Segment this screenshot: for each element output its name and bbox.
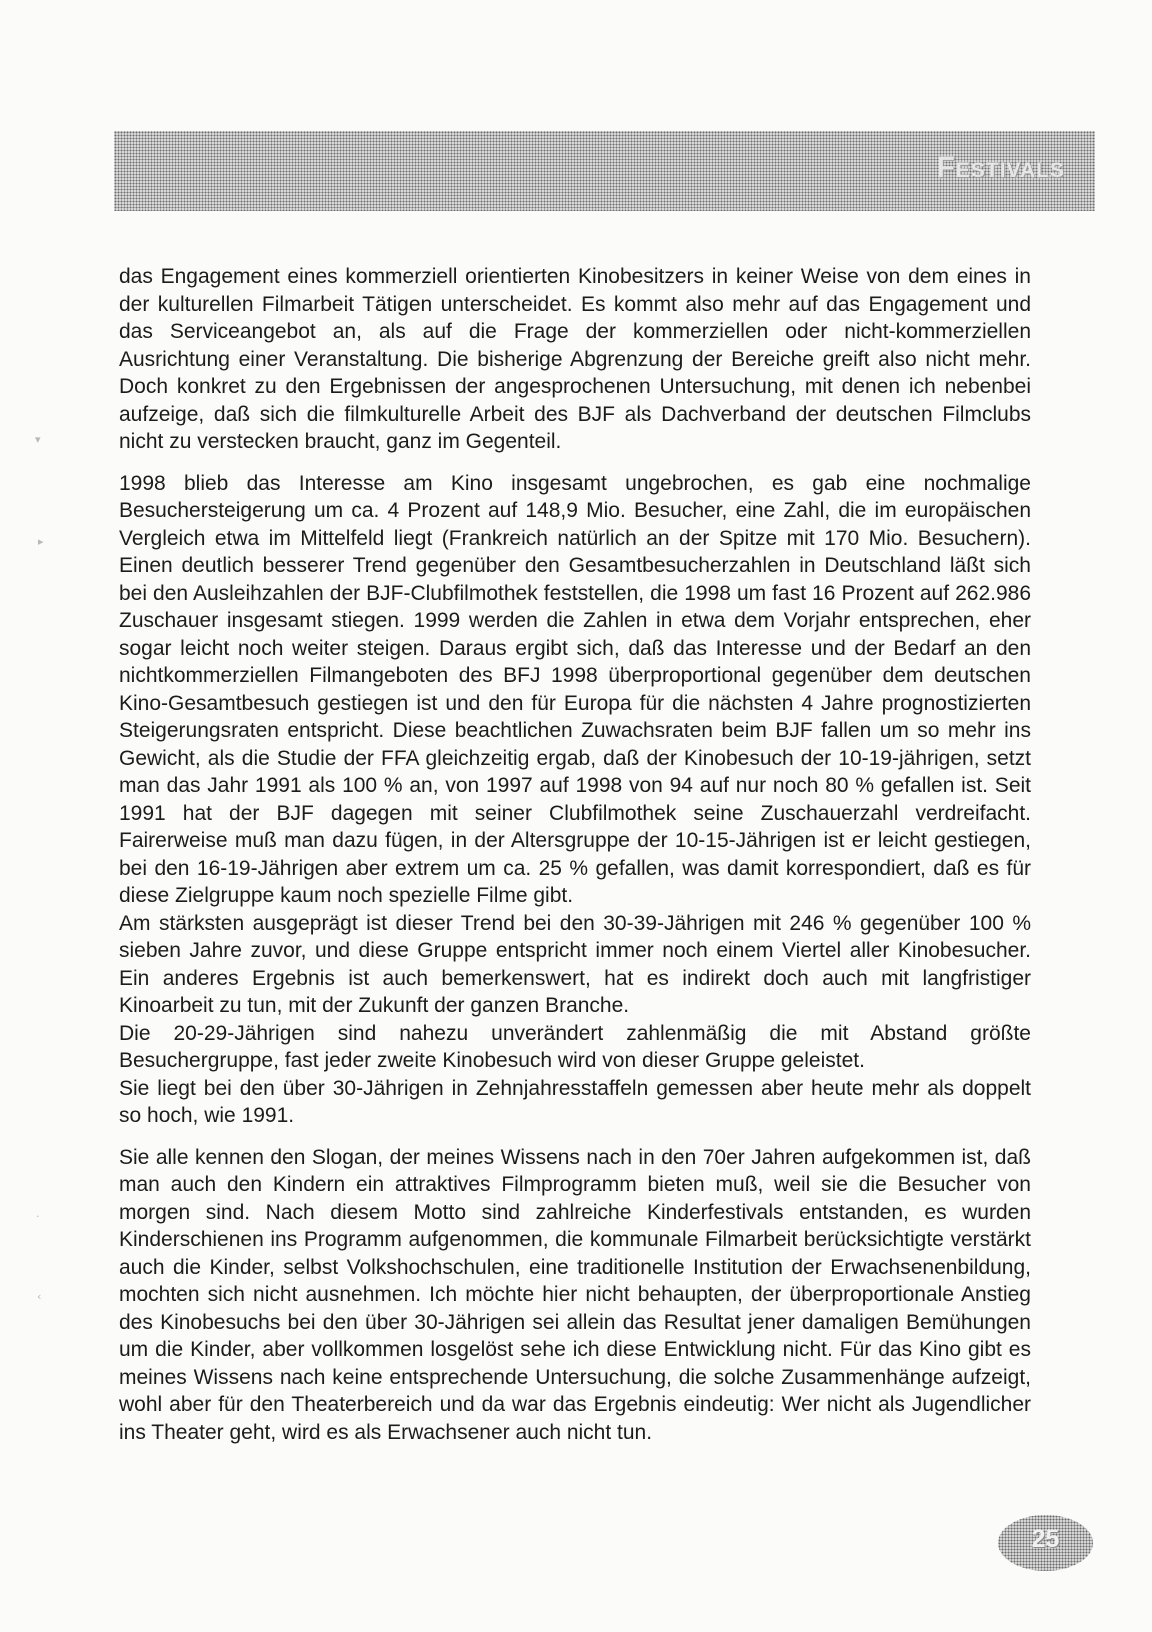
section-header-band <box>114 131 1095 211</box>
paragraph: Sie liegt bei den über 30-Jährigen in Zehnjahresstaffeln gemessen aber heute mehr als doppelt so hoch, wie 1991. <box>119 1076 1031 1127</box>
paragraph: das Engagement eines kommerziell orientierten Kinobesitzers in keiner Weise von dem eines in der kulturellen Filmarbeit Tätigen unterscheidet. Es kommt also mehr auf das Engagement und das Serviceangebot an, als auf die Frage der kommerziellen oder nicht-kommerziellen Ausrichtung einer Veranstaltung. Die bisherige Abgrenzung der Bereiche greift also nicht mehr. Doch konkret zu den Ergebnissen der angesprochenen Untersuchung, mit denen ich nebenbei aufzeige, daß sich die filmkulturelle Arbeit des BJF als Dachverband der deutschen Filmclubs nicht zu verstecken braucht, ganz im Gegenteil. <box>119 265 1031 453</box>
scan-speck: ▾ <box>35 433 41 446</box>
scan-speck: · <box>36 1210 40 1223</box>
scan-speck: ▸ <box>38 535 44 548</box>
article-body <box>119 263 1031 1446</box>
section-title: Festivals <box>936 151 1065 184</box>
paragraph: Die 20-29-Jährigen sind nahezu unverändert zahlenmäßig die mit Abstand größte Besuchergruppe, fast jeder zweite Kinobesuch wird von dieser Gruppe geleistet. <box>119 1021 1031 1072</box>
paragraph: Am stärksten ausgeprägt ist dieser Trend bei den 30-39-Jährigen mit 246 % gegenüber 100 % sieben Jahre zuvor, und diese Gruppe entspricht immer noch einem Viertel aller Kinobesucher. Ein anderes Ergebnis ist auch bemerkenswert, hat es indirekt doch auch mit langfristiger Kinoarbeit zu tun, mit der Zukunft der ganzen Branche. <box>119 911 1031 1017</box>
page-number: 25 <box>1031 1525 1060 1553</box>
scan-speck: ‹ <box>37 1290 42 1303</box>
paragraph: Sie alle kennen den Slogan, der meines Wissens nach in den 70er Jahren aufgekommen ist, daß man auch den Kindern ein attraktives Filmprogramm bieten muß, weil sie die Besucher von morgen sind. Nach diesem Motto sind zahlreiche Kinderfestivals entstanden, es wurden Kinderschienen ins Programm aufgenommen, die kommunale Filmarbeit berücksichtigte verstärkt auch die Kinder, selbst Volkshochschulen, eine traditionelle Institution der Erwachsenenbildung, mochten sich nicht ausnehmen. Ich möchte hier nicht behaupten, der überproportionale Anstieg des Kinobesuchs bei den über 30-Jährigen sei allein das Resultat jener damaligen Bemühungen um die Kinder, aber vollkommen losgelöst sehe ich diese Entwicklung nicht. Für das Kino gibt es meines Wissens nach keine entsprechende Untersuchung, die solche Zusammenhänge aufzeigt, wohl aber für den Theaterbereich und da war das Ergebnis eindeutig: Wer nicht als Jugendlicher ins Theater geht, wird es als Erwachsener auch nicht tun. <box>119 1145 1031 1444</box>
paragraph: 1998 blieb das Interesse am Kino insgesamt ungebrochen, es gab eine nochmalige Besuchersteigerung um ca. 4 Prozent auf 148,9 Mio. Besucher, eine Zahl, die im europäischen Vergleich etwa im Mittelfeld liegt (Frankreich natürlich an der Spitze mit 170 Mio. Besuchern). Einen deutlich besserer Trend gegenüber den Gesamtbesucherzahlen in Deutschland läßt sich bei den Ausleihzahlen der BJF-Clubfilmothek feststellen, die 1998 um fast 16 Prozent auf 262.986 Zuschauer insgesamt stiegen. 1999 werden die Zahlen in etwa dem Vorjahr entsprechen, eher sogar leicht noch weiter steigen. Daraus ergibt sich, daß das Interesse und der Bedarf an den nichtkommerziellen Filmangeboten des BFJ 1998 überproportional gegenüber dem deutschen Kino-Gesamtbesuch gestiegen ist und den für Europa für die nächsten 4 Jahre prognostizierten Steigerungsraten entspricht. Diese beachtlichen Zuwachsraten beim BJF fallen um so mehr ins Gewicht, als die Studie der FFA gleichzeitig ergab, daß der Kinobesuch der 10-19-jährigen, setzt man das Jahr 1991 als 100 % an, von 1997 auf 1998 von 94 auf nur noch 80 % gefallen ist. Seit 1991 hat der BJF dagegen mit seiner Clubfilmothek seine Zuschauerzahl verdreifacht. Fairerweise muß man dazu fügen, in der Altersgruppe der 10-15-Jährigen ist er leicht gestiegen, bei den 16-19-Jährigen aber extrem um ca. 25 % gefallen, was damit korrespondiert, daß es für diese Zielgruppe kaum noch spezielle Filme gibt. <box>119 471 1031 907</box>
page-number-badge <box>998 1515 1093 1571</box>
